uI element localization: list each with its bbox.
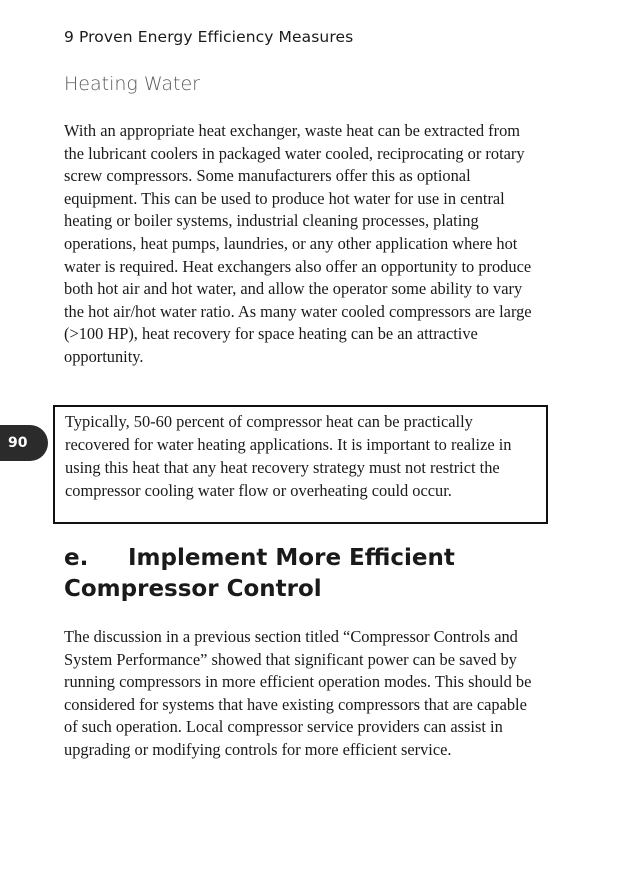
page-number-tab: [0, 425, 48, 461]
subsection-marker: e.: [64, 545, 89, 571]
section-heading: Heating Water: [64, 73, 200, 95]
page-number: 90: [8, 435, 28, 451]
body-paragraph-2: The discussion in a previous section titled “Compressor Controls and System Performance” showed that significant power can be saved by running compressors in more efficient operation modes. This should be considered for systems that have existing compressors that are capable of such operation. Local compressor service providers can assist in upgrading or modifying controls for more efficient service.: [64, 627, 532, 759]
subsection-title: Implement More Efficient Compressor Control: [64, 545, 455, 602]
callout-text: Typically, 50-60 percent of compressor heat can be practically recovered for water heating applications. It is important to realize in using this heat that any heat recovery strategy must not restrict the compressor cooling water flow or overheating could occur.: [65, 412, 512, 500]
callout-box: [53, 405, 548, 524]
body-paragraph: With an appropriate heat exchanger, waste heat can be extracted from the lubricant coolers in packaged water cooled, reciprocating or rotary screw compressors. Some manufacturers offer this as optional equipment. This can be used to produce hot water for use in central heating or boiler systems, industrial cleaning processes, plating operations, heat pumps, laundries, or any other application where hot water is required. Heat exchangers also offer an opportunity to produce both hot air and hot water, and allow the operator some ability to vary the hot air/hot water ratio. As many water cooled compressors are large (>100 HP), heat recovery for space heating can be an attractive opportunity.: [64, 121, 532, 366]
running-header: 9 Proven Energy Efficiency Measures: [64, 28, 354, 46]
subsection-heading: [64, 543, 564, 605]
